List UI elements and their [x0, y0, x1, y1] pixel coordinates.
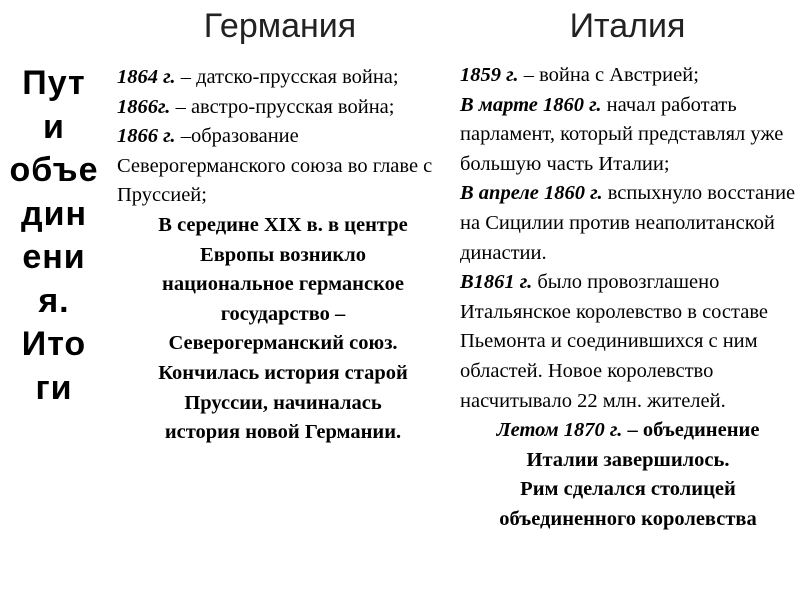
entry-text: –образование Северогерманского союза во главе с Пруссией; [117, 125, 433, 207]
entry-text: – война с Австрией; [518, 64, 699, 86]
entry-date: В1861 г. [460, 271, 533, 294]
summary-date: Летом 1870 г. [496, 419, 623, 442]
germany-column [117, 63, 449, 448]
summary-line: Рим сделался столицей [520, 478, 736, 501]
row-title-line: объе [9, 151, 99, 189]
entry-date: В марте 1860 г. [460, 93, 602, 116]
entry-date: В апреле 1860 г. [460, 182, 603, 205]
row-title-line: и [43, 107, 65, 146]
italy-entry [460, 268, 796, 416]
germany-entry [117, 93, 449, 123]
entry-date: 1859 г. [460, 64, 519, 86]
summary-text: – объединение [622, 419, 760, 442]
entry-text: начал работать парламент, который представлял уже большую часть Италии; [460, 93, 784, 175]
germany-entry [117, 122, 449, 211]
summary-line [460, 416, 796, 446]
entry-text: вспыхнуло восстание на Сицилии против неаполитанской династии. [460, 182, 796, 264]
summary-line: Италии завершилось. [526, 448, 730, 471]
entry-text: – датско-прусская война; [175, 66, 399, 88]
summary-line: национальное германское [162, 273, 404, 296]
entry-text: было провозглашено Итальянское королевство в составе Пьемонта и соединившихся с ним областей. Новое королевство насчитывало 22 млн. жителей. [460, 271, 769, 412]
row-title-line: Пут [22, 64, 86, 102]
summary-line: Пруссии, начиналась [184, 391, 382, 414]
row-title-line: ени [22, 238, 86, 276]
summary-line: Кончилась история старой [158, 361, 408, 384]
italy-column [460, 61, 796, 535]
summary-line: Европы возникло [200, 243, 366, 266]
germany-summary [117, 211, 449, 448]
row-title-line: ги [35, 368, 73, 407]
entry-date: 1866г. [117, 95, 171, 118]
italy-entry [460, 179, 796, 268]
row-title-line: Ито [21, 325, 87, 363]
summary-line: В середине XIX в. в центре [158, 213, 408, 236]
italy-entry [460, 91, 796, 180]
row-title [0, 62, 108, 410]
germany-entry [117, 63, 449, 93]
italy-entry [460, 61, 796, 91]
italy-summary [460, 416, 796, 534]
column-header-germany: Германия [203, 7, 357, 45]
entry-date: 1864 г. [117, 66, 176, 88]
entry-text: – австро-прусская война; [170, 95, 395, 118]
summary-line: объединенного королевства [499, 507, 757, 530]
summary-line: государство – [220, 302, 346, 325]
entry-date: 1866 г. [117, 125, 176, 148]
column-header-italy: Италия [569, 7, 686, 45]
summary-line: Северогерманский союз. [168, 332, 398, 355]
summary-line: история новой Германии. [164, 421, 402, 444]
row-title-line: дин [20, 194, 88, 233]
row-title-line: я. [38, 281, 70, 320]
